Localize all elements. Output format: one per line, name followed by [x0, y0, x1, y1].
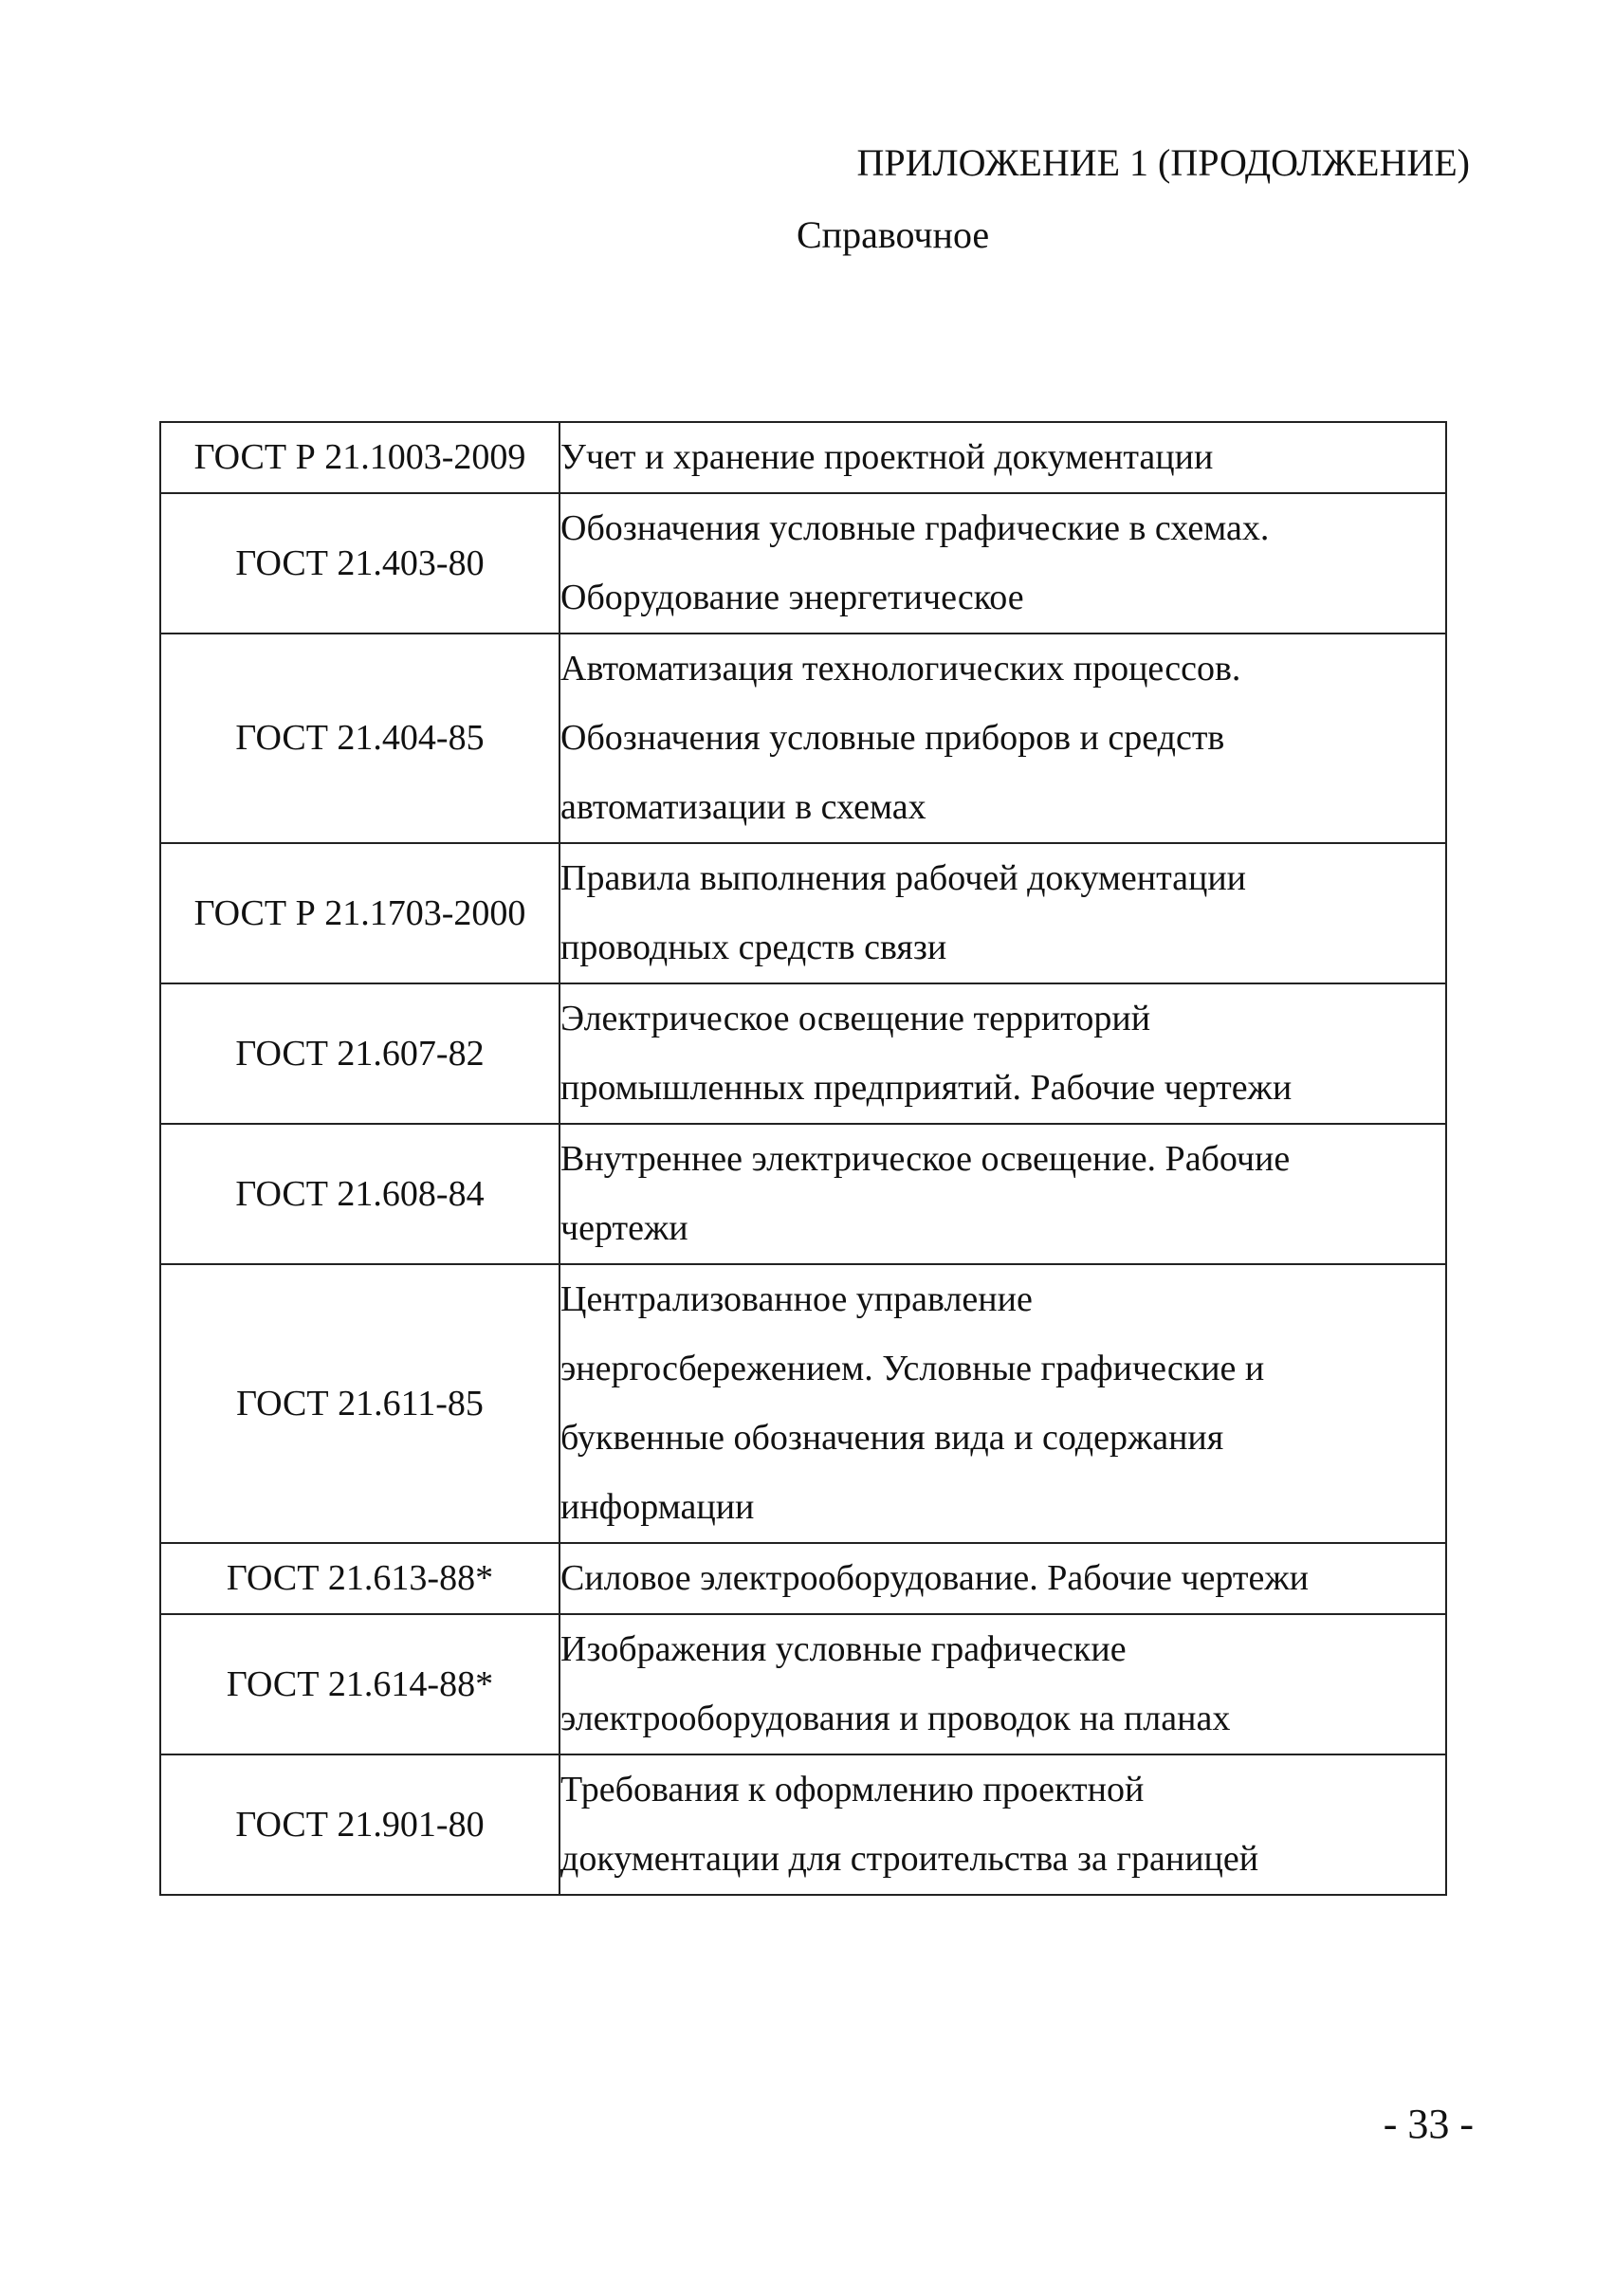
standard-description	[559, 493, 1446, 634]
standard-description	[559, 1614, 1446, 1754]
description-line: буквенные обозначения вида и содержания	[560, 1418, 1224, 1458]
page-number: - 33 -	[1383, 2101, 1474, 2147]
description-line: Автоматизация технологических процессов.	[560, 649, 1241, 689]
standard-code: ГОСТ 21.403-80	[160, 493, 559, 634]
description-line: Оборудование энергетическое	[560, 578, 1024, 617]
table-row	[160, 983, 1446, 1124]
description-line: Внутреннее электрическое освещение. Рабочие	[560, 1139, 1291, 1179]
description-line: промышленных предприятий. Рабочие чертежи	[560, 1068, 1293, 1108]
table-row	[160, 1754, 1446, 1895]
table-row	[160, 1543, 1446, 1614]
table-row	[160, 634, 1446, 843]
description-line: Изображения условные графические	[560, 1629, 1127, 1669]
description-line: Обозначения условные приборов и средств	[560, 718, 1225, 758]
standard-description	[559, 843, 1446, 983]
standard-description	[559, 983, 1446, 1124]
table-row	[160, 493, 1446, 634]
description-line: документации для строительства за границей	[560, 1839, 1259, 1879]
description-line: Обозначения условные графические в схемах.	[560, 508, 1270, 548]
description-line: энергосбережением. Условные графические и	[560, 1349, 1265, 1388]
standard-code: ГОСТ Р 21.1703-2000	[160, 843, 559, 983]
appendix-subtitle: Справочное	[797, 213, 990, 256]
table-row	[160, 422, 1446, 493]
standard-code: ГОСТ Р 21.1003-2009	[160, 422, 559, 493]
standard-description	[559, 1754, 1446, 1895]
standard-code: ГОСТ 21.613-88*	[160, 1543, 559, 1614]
standard-description	[559, 1124, 1446, 1264]
standard-code: ГОСТ 21.607-82	[160, 983, 559, 1124]
table-row	[160, 1264, 1446, 1543]
standard-description	[559, 1264, 1446, 1543]
table-row	[160, 1614, 1446, 1754]
standard-description	[559, 422, 1446, 493]
description-line: Электрическое освещение территорий	[560, 999, 1151, 1038]
description-line: чертежи	[560, 1208, 688, 1248]
description-line: автоматизации в схемах	[560, 787, 926, 827]
description-line: проводных средств связи	[560, 928, 947, 967]
appendix-title: ПРИЛОЖЕНИЕ 1 (ПРОДОЛЖЕНИЕ)	[856, 141, 1470, 184]
table-row	[160, 1124, 1446, 1264]
standard-description	[559, 1543, 1446, 1614]
standard-code: ГОСТ 21.608-84	[160, 1124, 559, 1264]
description-line: Силовое электрооборудование. Рабочие чертежи	[560, 1558, 1309, 1598]
description-line: электрооборудования и проводок на планах	[560, 1699, 1231, 1738]
description-line: Централизованное управление	[560, 1279, 1033, 1319]
description-line: информации	[560, 1487, 755, 1527]
description-line: Требования к оформлению проектной	[560, 1770, 1145, 1809]
standard-code: ГОСТ 21.404-85	[160, 634, 559, 843]
standard-code: ГОСТ 21.901-80	[160, 1754, 559, 1895]
standard-description	[559, 634, 1446, 843]
description-line: Правила выполнения рабочей документации	[560, 858, 1247, 898]
table-row	[160, 843, 1446, 983]
standards-reference-table	[159, 421, 1447, 1896]
description-line: Учет и хранение проектной документации	[560, 437, 1214, 477]
standard-code: ГОСТ 21.614-88*	[160, 1614, 559, 1754]
standard-code: ГОСТ 21.611-85	[160, 1264, 559, 1543]
